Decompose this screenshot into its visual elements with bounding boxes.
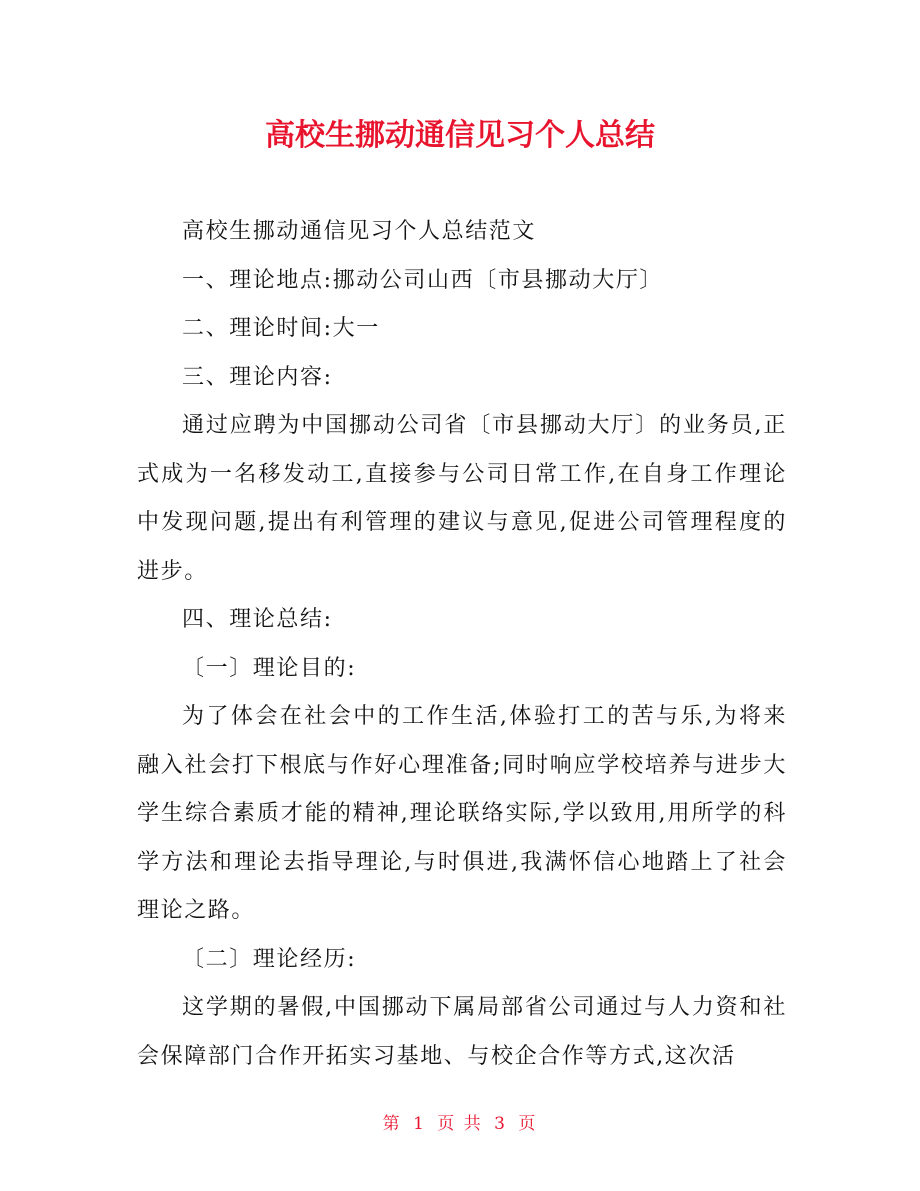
paragraph-content: 通过应聘为中国挪动公司省〔市县挪动大厅〕的业务员,正式成为一名移发动工,直接参与公司日常工作,在自身工作理论中发现问题,提出有利管理的建议与意见,促进公司管理程度的进步。 [137, 413, 787, 584]
footer-total-pages: 3 [494, 1114, 507, 1134]
paragraph-time: 二、理论时间:大一 [182, 316, 380, 341]
paragraph-summary-heading: 四、理论总结: [182, 607, 333, 632]
paragraph-location: 一、理论地点:挪动公司山西〔市县挪动大厅〕 [182, 267, 664, 293]
paragraph-purpose: 为了体会在社会中的工作生活,体验打工的苦与乐,为将来融入社会打下根底与作好心理准备;同时响应学校培养与进步大学生综合素质才能的精神,理论联络实际,学以致用,用所学的科学方法和理论去指导理论,与时俱进,我满怀信心地踏上了社会理论之路。 [137, 704, 787, 923]
footer-prefix: 第 [382, 1114, 402, 1134]
paragraph-content-heading: 三、理论内容: [182, 364, 333, 390]
paragraph-purpose-heading: 〔一〕理论目的: [182, 655, 357, 681]
document-title: 高校生挪动通信见习个人总结 [265, 118, 655, 153]
paragraph-subtitle: 高校生挪动通信见习个人总结范文 [182, 219, 537, 244]
paragraph-experience: 这学期的暑假,中国挪动下属局部省公司通过与人力资和社会保障部门合作开拓实习基地、与校企合作等方式,这次活 [137, 995, 787, 1069]
footer-suffix: 页 [518, 1114, 538, 1134]
footer-middle: 页 共 [437, 1114, 483, 1134]
page-footer [0, 1112, 920, 1136]
footer-page-number: 1 [413, 1114, 426, 1134]
document-body [137, 208, 787, 1081]
paragraph-experience-heading: 〔二〕理论经历: [182, 946, 357, 972]
